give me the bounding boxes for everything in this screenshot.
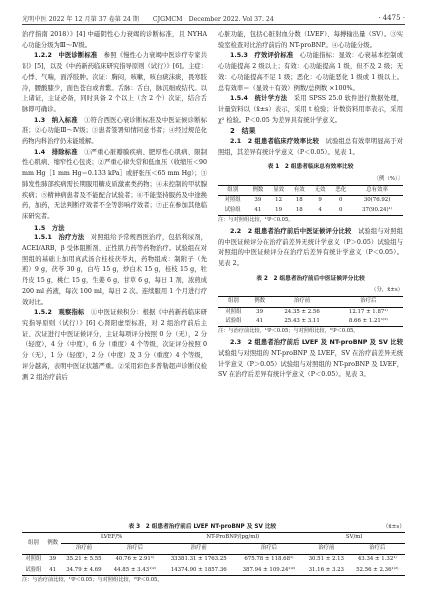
table1-caption: 表 1 2 组患者临床总有效率比较 xyxy=(267,164,354,171)
table2-note: 注：与治疗前比较，¹⁾P＜0.05；与对照组比较，²⁾P＜0.05。 xyxy=(218,328,359,335)
section-2-1 xyxy=(218,137,403,158)
table3-note: 注：与治疗前比较，¹⁾P＜0.05；与对照组比较，²⁾P＜0.05。 xyxy=(22,577,163,584)
section-1-3 xyxy=(22,116,207,148)
heading-1-5-2: 1.5.2 观察指标 xyxy=(34,309,85,317)
table3-subheader: 治疗后 xyxy=(369,545,386,552)
table3-header-sv: SV/ml xyxy=(303,533,405,544)
table-cell: 对照组 xyxy=(25,556,42,563)
table1 xyxy=(218,185,403,216)
table2-header: 治疗前 xyxy=(293,298,311,305)
table3-header-ntprobnp: NT-ProBNP/(pg/ml) xyxy=(163,533,303,544)
table-cell: 14374.90 ± 1857.36 xyxy=(170,566,227,573)
table-cell: 30(76.92) xyxy=(363,197,391,204)
table3-unit: （x̄±s） xyxy=(382,524,405,530)
heading-1-5-3: 1.5.3 疗效评价标准 xyxy=(230,52,294,60)
table-row xyxy=(22,555,405,566)
table1-header: 组别 xyxy=(227,187,239,194)
table-cell: 8.66 ± 1.21¹⁾²⁾ xyxy=(348,318,388,325)
table2-header-row xyxy=(218,297,403,307)
journal-info xyxy=(22,14,274,23)
table-cell: 40.76 ± 2.91¹⁾ xyxy=(115,556,155,563)
continuation-paragraph: 心脏功能，包括心脏射血分数（LVEF）、每搏输出量（SV）。③实验室检查对比治疗前后的 NT-proBNP。④心功能分级。 xyxy=(218,31,403,49)
heading-1-2-2: 1.2.2 中医诊断标准 xyxy=(34,52,98,60)
heading-2-2: 2.2 2 组患者治疗前后中医证候评分比较 xyxy=(230,227,352,235)
section-1-4 xyxy=(22,148,207,223)
table2 xyxy=(218,296,403,327)
table-cell: 30.51 ± 2.13 xyxy=(308,556,344,563)
table-cell: 34.79 ± 4.69 xyxy=(66,566,102,573)
table-cell: 39 xyxy=(49,556,57,563)
table-cell: 9 xyxy=(318,197,322,204)
table-cell: 试验组 xyxy=(225,318,242,325)
section-1-5-2 xyxy=(22,308,207,383)
table-cell: 18 xyxy=(295,206,303,213)
table-cell: 44.85 ± 3.43¹⁾²⁾ xyxy=(113,566,157,573)
table3-subheader: 治疗前 xyxy=(190,545,207,552)
section-1-2-2 xyxy=(22,51,207,115)
table-cell: 0 xyxy=(339,206,343,213)
section-1-5-3 xyxy=(218,51,403,94)
heading-1-3: 1.3 纳入标准 xyxy=(34,116,78,124)
table3-subheader: 治疗前 xyxy=(318,545,335,552)
heading-2-1: 2.1 2 组患者临床疗效率比较 xyxy=(230,138,320,146)
table-cell: 31.16 ± 3.23 xyxy=(308,566,344,573)
table3-caption-text: 表 3 2 组患者治疗前后 LVEF NT-proBNP 及 SV 比较 xyxy=(128,524,277,530)
text-1-2-2: 参照《慢性心力衰竭中医诊疗专家共识》[5]，以及《中药新药临床研究指导原则（试行）》[6]。主症：心悸、气喘，面浮肢肿。次证：胸闷，咳嗽，咳白痰沫痰，畏寒肢冷，腰酸膝少，面色苍白或青紫。舌脉：舌白，脉沉细或结代。以上诸证，主证必备，同时具备 2 个以上（含 2 个）次证，结合舌脉即可确诊。 xyxy=(22,52,208,113)
table-row xyxy=(218,206,403,216)
table2-caption: 表 2 2 组患者治疗前后中医证候评分比较 xyxy=(256,275,365,282)
right-column xyxy=(218,30,403,381)
heading-1-5: 1.5 方法 xyxy=(34,223,65,232)
text-2-3: 试验组与对照组的 NT-proBNP 及 LVEF，SV 在治疗前差异无统计学意义（P＞0.05）试验组与对照组的 NT-proBNP 及 LVEF，SV 在治疗后差异有统计学意义（P＜0.05）。见表 3。 xyxy=(218,350,403,379)
header-rule xyxy=(22,24,405,25)
table-row xyxy=(218,196,403,206)
text-1-5-4: 采用 SPSS 25.0 软件进行数据处理，计量资料以（x̄±s）表示，采用 t 检验；计数资料用率表示，采用 χ² 检验。P＜0.05 为差异具有统计学意义。 xyxy=(218,95,404,124)
heading-2-3: 2.3 2 组患者治疗前后 LVEF 及 NT-proBNP 及 SV 比较 xyxy=(230,339,403,347)
table1-header-row xyxy=(218,185,403,195)
table-row xyxy=(218,317,403,327)
table-cell: 试验组 xyxy=(25,566,42,573)
table1-note: 注：与对照组比较，¹⁾P＜0.05。 xyxy=(218,216,294,223)
table-cell: 41 xyxy=(49,566,57,573)
table-cell: 43.34 ± 1.32¹⁾ xyxy=(357,556,397,563)
table-cell: 37(90.24)¹⁾ xyxy=(362,206,393,213)
text-2-2: 试验组与对照组的中医证候评分在治疗前差异无统计学意义（P＞0.05）试验组与对照组的中医证候评分在治疗后差异有统计学意义（P＜0.05）。见表 2。 xyxy=(218,227,404,268)
section-2-3 xyxy=(218,338,403,381)
text-1-5-2: ①中医证候积分：根据《中药新药临床研究指导原则（试行）》[6] 心肾阳虚型标准，对 2 组治疗前后主证、次证进行中医证候评分，主证每项评分按照 0 分（无），2 分（轻度），4 分（中度），6 分（重度）4 个等级，次证评分按照 0 分（无），1 分（轻度），2 分（中度）及 3 分（重度）4 个等级，评分越高，表明中医证状越严重。②采用彩色多普勒超声诊断仪检测 2 组治疗前后 xyxy=(22,309,208,381)
table-cell: 41 xyxy=(254,206,262,213)
table-cell: 35.21 ± 5.55 xyxy=(66,556,102,563)
table3-group-header-row xyxy=(22,533,405,544)
table-cell: 12 xyxy=(275,197,282,204)
text-1-3: ①符合西医心衰诊断标准及中医证候诊断标准；②心功能Ⅲ～Ⅳ级；③患者签署知情同意书者；④经过规范化药物内科治疗仍未能缓解。 xyxy=(22,116,208,146)
table-cell: 41 xyxy=(256,318,264,325)
table-cell: 39 xyxy=(254,197,262,204)
table-row xyxy=(22,565,405,576)
text-1-5-1: 对照组给予常规西医治疗，包括利尿剂，ACEI/ARB，β 受体阻断剂、正性肌力药等药物治疗。试验组在对照组的基础上加用真武汤合桂枝茯苓丸，药物组成：制附子（先煎）9 g，茯苓 30 g，白芍 15 g，炒白术 15 g，桂枝 15 g，牡丹皮 15 g，桃仁 15 g，生姜 6 g，甘草 6 g，每日 1 剂，浓煎成 200 ml 药液，每次 100 ml，每日 2 次。连续服用 1 个月进行疗效对比。 xyxy=(22,234,208,306)
table-cell: 25.43 ± 3.11 xyxy=(284,318,320,325)
heading-1-5-4: 1.5.4 统计学方法 xyxy=(230,95,288,103)
table1-header: 例数 xyxy=(252,187,264,194)
table1-unit: 〔例（%）〕 xyxy=(373,176,403,183)
table3 xyxy=(22,532,405,576)
table3-header-n: 例数 xyxy=(47,539,59,546)
journal-cn: 光明中医 2022 年 12 月第 37 卷第 24 期 xyxy=(22,16,139,23)
left-column xyxy=(22,30,207,383)
table1-header: 恶化 xyxy=(335,187,347,194)
table3-sub-header-row xyxy=(22,544,405,555)
table-cell: 52.56 ± 2.36¹⁾²⁾ xyxy=(356,566,399,573)
heading-1-5-1: 1.5.1 治疗方法 xyxy=(34,234,85,242)
table3-caption xyxy=(22,521,405,530)
table1-header: 有效 xyxy=(293,187,305,194)
table2-header: 组别 xyxy=(227,298,239,305)
table-cell: 18 xyxy=(295,197,303,204)
table3-subheader: 治疗前 xyxy=(75,545,93,552)
table-cell: 12.17 ± 1.87¹⁾ xyxy=(348,308,388,315)
table3-block xyxy=(22,521,405,587)
table-cell: 39 xyxy=(256,308,264,315)
table-cell: 24.35 ± 2.56 xyxy=(284,308,320,315)
table2-header: 治疗后 xyxy=(360,298,377,305)
table2-header: 例数 xyxy=(254,298,265,305)
table1-header: 无效 xyxy=(314,187,326,194)
table1-header: 总有效率 xyxy=(366,187,388,194)
section-1-5-4 xyxy=(218,94,403,126)
heading-1-4: 1.4 排除标准 xyxy=(34,148,78,156)
text-1-5-3: 心功能指标：显效：心衰基本控制或心功能提高 2 级以上；有效：心功能提高 1 级，但不及 2 级；无效：心功能提高不足 1 级；恶化：心功能恶化 1 级或 1 级以上。总有效率＝（显效＋有效）例数/总例数 ×100%。 xyxy=(218,52,404,92)
text-2-1: 试验组总有效率明显高于对照组，其差异有统计学意义（P＜0.05）。见表 1。 xyxy=(218,138,404,156)
journal-en: CJGMCM December 2022. Vol 37. 24 xyxy=(152,16,274,23)
section-2-2 xyxy=(218,227,403,270)
table3-header-group: 组别 xyxy=(27,539,39,546)
section-1-5-1 xyxy=(22,233,207,308)
table-cell: 19 xyxy=(275,206,282,213)
table-row xyxy=(218,307,403,317)
table-cell: 387.94 ± 109.24¹⁾²⁾ xyxy=(242,566,296,573)
table-cell: 33381.31 ± 1763.25 xyxy=(170,556,227,563)
table3-subheader: 治疗后 xyxy=(260,545,278,552)
table-cell: 4 xyxy=(318,206,322,213)
table-cell: 试验组 xyxy=(224,206,241,213)
table2-unit: （分，x̄±s） xyxy=(371,287,403,294)
table-cell: 0 xyxy=(339,197,343,204)
table1-header: 显效 xyxy=(273,187,284,194)
table-cell: 对照组 xyxy=(225,308,242,315)
text-1-4: ①严重心脏瓣膜疾病、肥厚性心肌病、限制性心肌病、缩窄性心包炎；②严重心律失常和低血压（收缩压＜90 mm Hg［1 mm Hg＝0.133 kPa］或舒张压＜65 mm Hg）；③肺发性肺部疾病需长期服用糖皮质激素类药物；④未控制的甲状腺疾病；⑤精神病患者及不能配合试验者；⑥不能坚持服药及中途换药，加药，无法判断疗效者不全等影响疗效者；⑦正在参加其他临床研究者。 xyxy=(22,148,208,220)
page-number: · 4475 · xyxy=(378,14,405,22)
intro-paragraph: 治疗指南 2018）》[4] 中磁阴性心力衰竭的诊断标准，且 NYHA 心功能分级为Ⅲ～Ⅳ级。 xyxy=(22,31,207,49)
table-cell: 675.78 ± 118.68¹⁾ xyxy=(244,556,294,563)
table-cell: 对照组 xyxy=(224,197,241,204)
heading-2-results: 2 结果 xyxy=(230,127,256,136)
table3-subheader: 治疗后 xyxy=(126,545,143,552)
table3-header-lvef: LVEF/% xyxy=(61,533,163,544)
